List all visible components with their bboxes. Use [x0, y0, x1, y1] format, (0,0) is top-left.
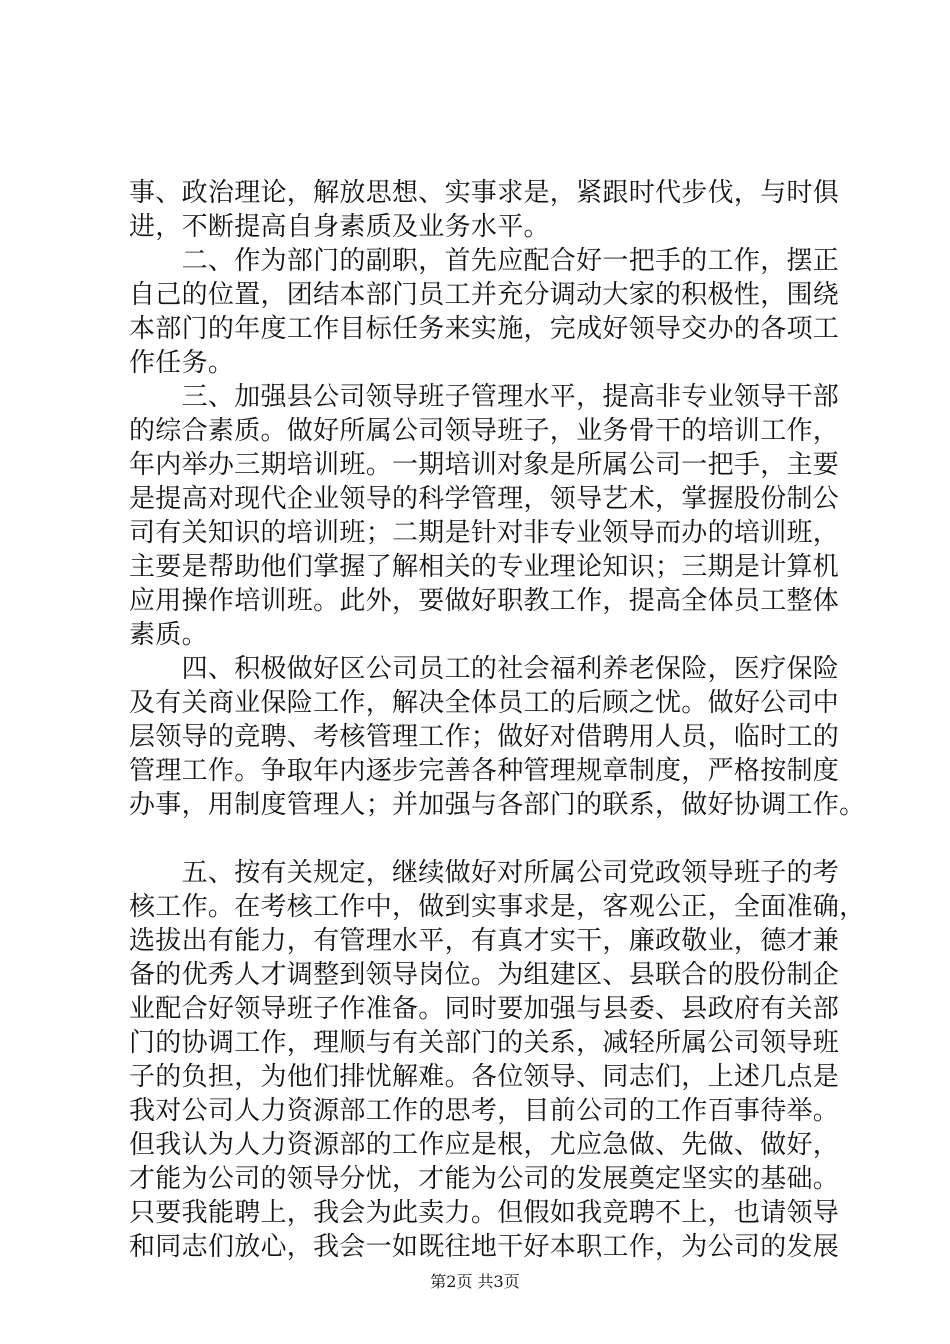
text-line: 作任务。: [129, 348, 235, 378]
text-line: 是提高对现代企业领导的科学管理，领导艺术，掌握股份制公: [129, 484, 840, 514]
text-line: 我对公司人力资源部工作的思考，目前公司的工作百事待举。: [129, 1096, 840, 1126]
text-line: 子的负担，为他们排忧解难。各位领导、同志们，上述几点是: [129, 1062, 840, 1092]
text-line: 进，不断提高自身素质及业务水平。: [129, 212, 550, 242]
text-line: 和同志们放心，我会一如既往地干好本职工作，为公司的发展: [129, 1232, 840, 1262]
text-line: 五、按有关规定，继续做好对所属公司党政领导班子的考: [129, 858, 840, 888]
text-line: 只要我能聘上，我会为此卖力。但假如我竞聘不上，也请领导: [129, 1198, 840, 1228]
text-line: 及有关商业保险工作，解决全体员工的后顾之忧。做好公司中: [129, 688, 840, 718]
text-line: 选拔出有能力，有管理水平，有真才实干，廉政敬业，德才兼: [129, 926, 840, 956]
text-line: 司有关知识的培训班；二期是针对非专业领导而办的培训班，: [129, 518, 840, 548]
text-line: 层领导的竞聘、考核管理工作；做好对借聘用人员，临时工的: [129, 722, 840, 752]
text-line: 四、积极做好区公司员工的社会福利养老保险，医疗保险: [129, 654, 840, 684]
text-line: 二、作为部门的副职，首先应配合好一把手的工作，摆正: [129, 246, 840, 276]
text-line: 年内举办三期培训班。一期培训对象是所属公司一把手，主要: [129, 450, 840, 480]
text-line: 的综合素质。做好所属公司领导班子，业务骨干的培训工作，: [129, 416, 840, 446]
text-line: 自己的位置，团结本部门员工并充分调动大家的积极性，围绕: [129, 280, 840, 310]
text-line: 才能为公司的领导分忧，才能为公司的发展奠定坚实的基础。: [129, 1164, 840, 1194]
page-number-footer: 第2页 共3页: [430, 1272, 520, 1291]
text-line: 管理工作。争取年内逐步完善各种管理规章制度，严格按制度: [129, 756, 840, 786]
text-line: 三、加强县公司领导班子管理水平，提高非专业领导干部: [129, 382, 840, 412]
text-line: 本部门的年度工作目标任务来实施，完成好领导交办的各项工: [129, 314, 840, 344]
text-line: 素质。: [129, 620, 208, 650]
text-line: 业配合好领导班子作准备。同时要加强与县委、县政府有关部: [129, 994, 840, 1024]
text-line: 门的协调工作，理顺与有关部门的关系，减轻所属公司领导班: [129, 1028, 840, 1058]
text-line: 但我认为人力资源部的工作应是根，尤应急做、先做、做好，: [129, 1130, 840, 1160]
text-line: 备的优秀人才调整到领导岗位。为组建区、县联合的股份制企: [129, 960, 840, 990]
text-line: 办事，用制度管理人；并加强与各部门的联系，做好协调工作。: [129, 790, 866, 820]
text-line: 主要是帮助他们掌握了解相关的专业理论知识；三期是计算机: [129, 552, 840, 582]
text-line: 应用操作培训班。此外，要做好职教工作，提高全体员工整体: [129, 586, 840, 616]
text-line: 事、政治理论，解放思想、实事求是，紧跟时代步伐，与时俱: [129, 178, 840, 208]
text-line: 核工作。在考核工作中，做到实事求是，客观公正，全面准确，: [129, 892, 866, 922]
